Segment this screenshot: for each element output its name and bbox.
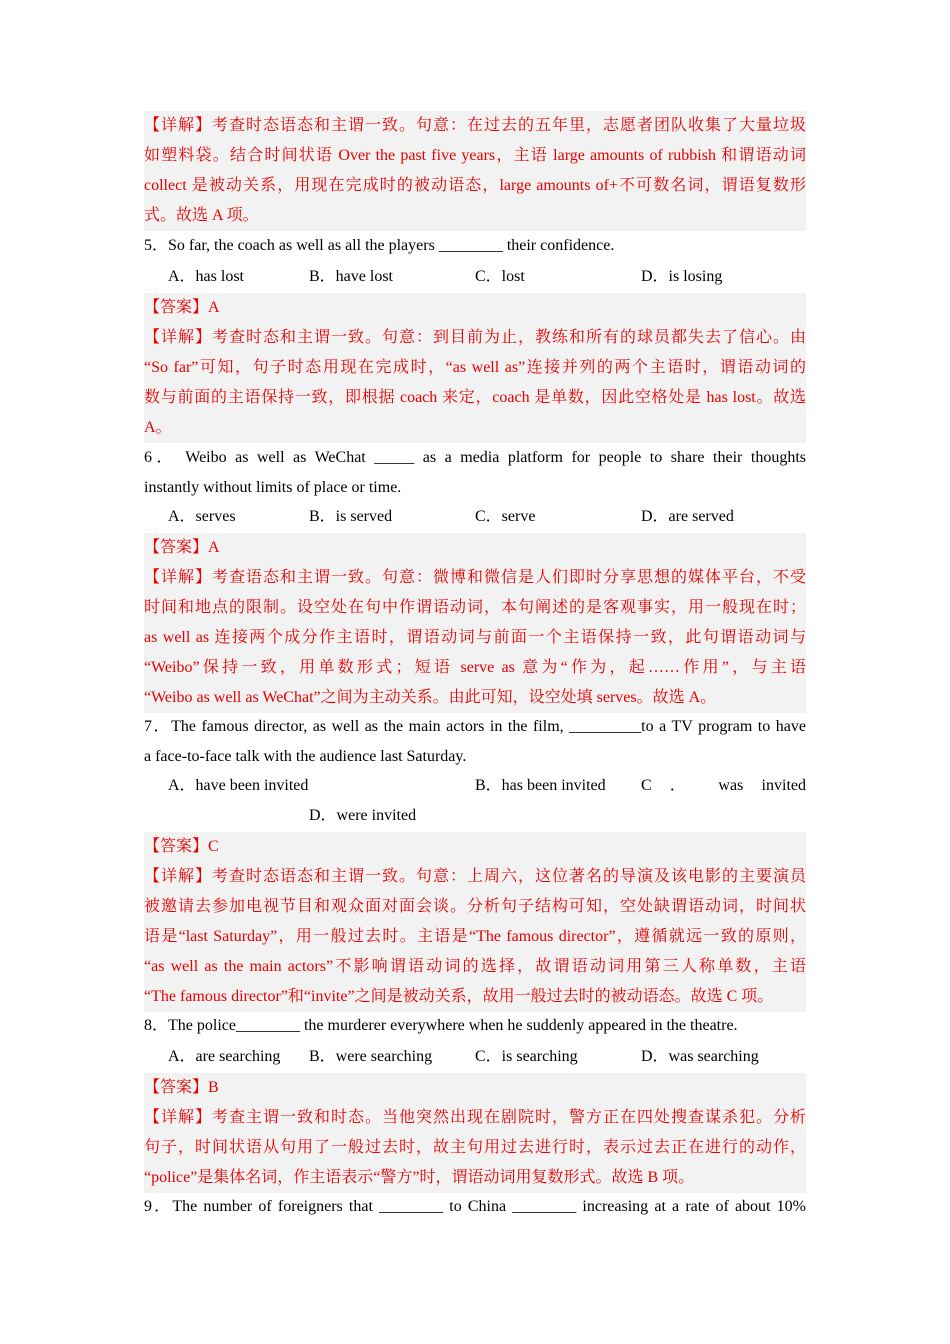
explanation-line: 【详解】考查时态和主谓一致。句意：到目前为止，教练和所有的球员都失去了信心。由 [144, 329, 806, 346]
explanation-line: 语是“last Saturday”，用一般过去时。主语是“The famous director”，遵循就远一致的原则， [144, 928, 806, 945]
q9-question: 9．The number of foreigners that ________ to China ________ increasing at a rate of about 10% [144, 1198, 806, 1215]
explanation-line: 数与前面的主语保持一致，即根据 coach 来定，coach 是单数，因此空格处是 has lost。故选 [144, 389, 806, 406]
q6-answer-block [144, 533, 806, 713]
q7-option-b: B．has been invited [475, 777, 606, 794]
q5-option-d: D．is losing [641, 268, 723, 285]
q5-option-c: C．lost [475, 268, 525, 285]
q6-option-c: C．serve [475, 508, 536, 525]
explanation-line: “police”是集体名词，作主语表示“警方”时，谓语动词用复数形式。故选 B 项。 [144, 1169, 695, 1186]
explanation-line: “as well as the main actors”不影响谓语动词的选择，故谓语动词用第三人称单数，主语 [144, 958, 806, 975]
q7-option-d: D．were invited [309, 807, 417, 824]
question-line: 7．The famous director, as well as the main actors in the film, _________to a TV program to have [144, 718, 806, 735]
explanation-line: 【详解】考查语态和主谓一致。句意：微博和微信是人们即时分享思想的媒体平台，不受 [144, 569, 806, 586]
q8-option-b: B．were searching [309, 1048, 433, 1065]
explanation-line: A。 [144, 419, 172, 436]
explanation-line: “The famous director”和“invite”之间是被动关系，故用一般过去时的被动语态。故选 C 项。 [144, 988, 774, 1005]
answer-label: 【答案】A [144, 539, 220, 556]
q8-option-a: A．are searching [168, 1048, 281, 1065]
q5-option-a: A．has lost [168, 268, 245, 285]
q7-option-a: A．have been invited [168, 777, 309, 794]
explanation-line: 式。故选 A 项。 [144, 207, 259, 224]
q8-option-d: D．was searching [641, 1048, 759, 1065]
question-line: instantly without limits of place or time. [144, 479, 402, 496]
explanation-line: “Weibo as well as WeChat”之间为主动关系。由此可知，设空处填 serves。故选 A。 [144, 689, 717, 706]
explanation-line: 【详解】考查时态语态和主谓一致。句意：在过去的五年里，志愿者团队收集了大量垃圾 [144, 117, 806, 134]
q7-question [144, 712, 806, 772]
explanation-line: “So far”可知，句子时态用现在完成时，“as well as”连接并列的两个主语时，谓语动词的 [144, 359, 806, 376]
explanation-line: 如塑料袋。结合时间状语 Over the past five years，主语 large amounts of rubbish 和谓语动词 [144, 147, 806, 164]
q5-answer-block [144, 293, 806, 443]
q6-option-b: B．is served [309, 508, 393, 525]
q6-option-a: A．serves [168, 508, 236, 525]
q8-option-c: C．is searching [475, 1048, 578, 1065]
q4-explanation [144, 111, 806, 231]
question-line: a face-to-face talk with the audience last Saturday. [144, 748, 467, 765]
q6-question [144, 443, 806, 503]
explanation-line: as well as 连接两个成分作主语时，谓语动词与前面一个主语保持一致，此句谓语动词与 [144, 629, 806, 646]
explanation-line: 句子，时间状语从句用了一般过去时，故主句用过去进行时，表示过去正在进行的动作， [144, 1139, 806, 1156]
answer-label: 【答案】A [144, 299, 220, 316]
q8-question: 8．The police________ the murderer everywhere when he suddenly appeared in the theatre. [144, 1017, 738, 1034]
question-line: 6． Weibo as well as WeChat _____ as a media platform for people to share their thoughts [144, 449, 806, 466]
answer-label: 【答案】C [144, 838, 219, 855]
explanation-line: collect 是被动关系，用现在完成时的被动语态，large amounts of+不可数名词，谓语复数形 [144, 177, 806, 194]
q5-question: 5．So far, the coach as well as all the players ________ their confidence. [144, 237, 615, 254]
explanation-line: 【详解】考查主谓一致和时态。当他突然出现在剧院时，警方正在四处搜查谋杀犯。分析 [144, 1109, 806, 1126]
q5-option-b: B．have lost [309, 268, 393, 285]
explanation-line: 被邀请去参加电视节目和观众面对面会谈。分析句子结构可知，空处缺谓语动词，时间状 [144, 898, 806, 915]
q7-option-c: C ． was invited [641, 777, 806, 794]
explanation-line: 【详解】考查时态语态和主谓一致。句意：上周六，这位著名的导演及该电影的主要演员 [144, 868, 806, 885]
q8-answer-block [144, 1073, 806, 1193]
q7-answer-block [144, 832, 806, 1012]
q6-option-d: D．are served [641, 508, 734, 525]
answer-label: 【答案】B [144, 1079, 219, 1096]
explanation-line: “Weibo”保持一致，用单数形式；短语 serve as 意为“作为，起……作用”，与主语 [144, 659, 806, 676]
explanation-line: 时间和地点的限制。设空处在句中作谓语动词，本句阐述的是客观事实，用一般现在时； [144, 599, 806, 616]
